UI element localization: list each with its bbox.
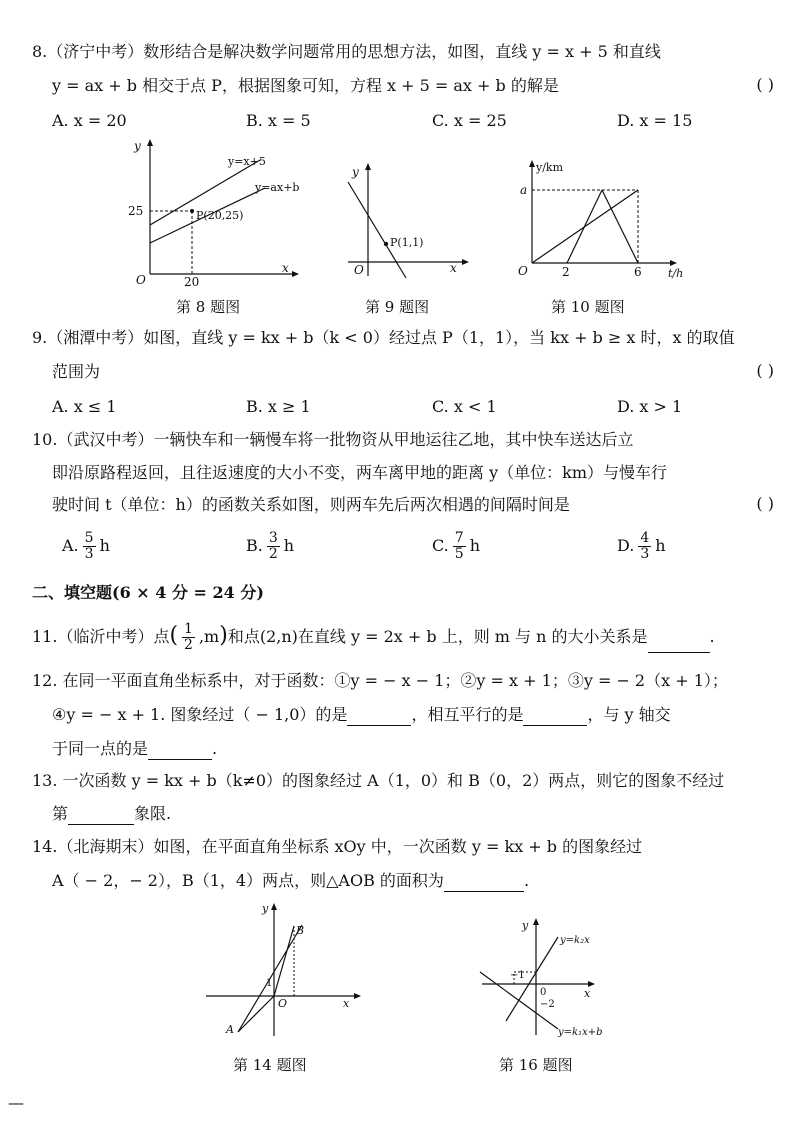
fig9-caption: 第 9 题图 xyxy=(365,298,430,316)
fig10-caption: 第 10 题图 xyxy=(551,298,625,316)
fig8-x-label: x xyxy=(282,261,289,275)
q10-option-c: C. $\frac{7}{5}$ h xyxy=(432,530,480,562)
q9-line1: 9.（湘潭中考）如图，直线 y = kx + b（k < 0）经过点 P（1，1），当 kx + b ≥ x 时，x 的取值 xyxy=(32,328,735,347)
fig14-point-a: A xyxy=(226,1023,234,1036)
q11-line: 11.（临沂中考）点( $\frac{1}{2}$ ,m)和点(2,n)在直线 y = 2x + b 上，则 m 与 n 的大小关系是 . xyxy=(32,621,715,653)
fig16-y-label: y xyxy=(522,919,529,932)
q10-option-b: B. $\frac{3}{2}$ h xyxy=(246,530,295,562)
q10-option-a: A. $\frac{5}{3}$ h xyxy=(62,530,110,562)
fig14-caption: 第 14 题图 xyxy=(233,1056,307,1074)
fig16-caption: 第 16 题图 xyxy=(499,1056,573,1074)
fig14-point-b: B xyxy=(296,924,305,937)
fig8-line1-label: y=x+5 xyxy=(228,155,266,168)
fig8-line2-label: y=ax+b xyxy=(255,181,300,194)
q8-option-d: D. x = 15 xyxy=(617,111,693,130)
figure-9 xyxy=(340,160,470,285)
section2-heading: 二、填空题(6 × 4 分 = 24 分) xyxy=(32,583,264,602)
fig10-x-label: t/h xyxy=(668,267,684,280)
fig16-origin: 0 xyxy=(540,987,547,998)
q9-answer-paren: ( ) xyxy=(756,361,774,380)
footer-dash: — xyxy=(8,1093,24,1112)
q12-line2: ④y = − x + 1. 图象经过（ − 1,0）的是 ，相互平行的是 ，与 y 轴交 xyxy=(52,705,671,724)
fig16-minus2: −2 xyxy=(540,999,555,1010)
fig16-line1-label: y=k₂x xyxy=(560,935,590,946)
q12-blank1[interactable] xyxy=(347,725,411,726)
q10-option-d: D. $\frac{4}{3}$ h xyxy=(617,530,666,562)
q12-line3: 于同一点的是 . xyxy=(52,739,218,758)
q14-line2: A（ − 2，− 2），B（1，4）两点，则△AOB 的面积为 . xyxy=(52,871,530,890)
fig16-line2-label: y=k₁x+b xyxy=(558,1027,603,1038)
fig14-one: 1 xyxy=(266,978,273,989)
q13-line1: 13. 一次函数 y = kx + b（k≠0）的图象经过 A（1，0）和 B（0，2）两点，则它的图象不经过 xyxy=(32,771,725,790)
fig8-x20: 20 xyxy=(184,275,200,289)
q9-option-c: C. x < 1 xyxy=(432,397,497,416)
q8-option-c: C. x = 25 xyxy=(432,111,507,130)
fig8-y25: 25 xyxy=(128,204,144,218)
q12-blank2[interactable] xyxy=(523,725,587,726)
q14-line1: 14.（北海期末）如图，在平面直角坐标系 xOy 中，一次函数 y = kx + b 的图象经过 xyxy=(32,837,643,856)
fig9-x-label: x xyxy=(450,261,457,275)
fig16-x-label: x xyxy=(584,987,591,1000)
fig10-a: a xyxy=(520,183,528,197)
figure-14 xyxy=(200,900,370,1045)
fig14-y-label: y xyxy=(262,902,269,915)
q13-line2: 第 象限. xyxy=(52,804,172,823)
fig8-caption: 第 8 题图 xyxy=(176,298,241,316)
q9-option-a: A. x ≤ 1 xyxy=(52,397,117,416)
fig9-point-label: P(1,1) xyxy=(390,236,424,249)
figure-10 xyxy=(510,155,690,285)
q10-line3: 驶时间 t（单位：h）的函数关系如图，则两车先后两次相遇的间隔时间是 xyxy=(52,495,570,514)
q8-line1: 8.（济宁中考）数形结合是解决数学问题常用的思想方法，如图，直线 y = x + 5 和直线 xyxy=(32,42,661,61)
q8-answer-paren: ( ) xyxy=(756,75,774,94)
q10-answer-paren: ( ) xyxy=(756,494,774,513)
fig10-origin: O xyxy=(518,264,528,278)
q8-option-a: A. x = 20 xyxy=(52,111,127,130)
q9-option-b: B. x ≥ 1 xyxy=(246,397,311,416)
fig8-y-label: y xyxy=(134,139,141,153)
fig10-y-label: y/km xyxy=(536,161,564,174)
fig14-origin: O xyxy=(278,997,288,1010)
fig9-y-label: y xyxy=(352,165,359,179)
q8-option-b: B. x = 5 xyxy=(246,111,311,130)
q9-option-d: D. x > 1 xyxy=(617,397,683,416)
fig9-origin: O xyxy=(354,263,364,277)
q8-line2: y = ax + b 相交于点 P，根据图象可知，方程 x + 5 = ax + b 的解是 xyxy=(52,76,559,95)
q11-blank[interactable] xyxy=(648,652,710,653)
q12-blank3[interactable] xyxy=(148,759,212,760)
q10-line1: 10.（武汉中考）一辆快车和一辆慢车将一批物资从甲地运往乙地，其中快车送达后立 xyxy=(32,430,634,449)
fig8-point-label: P(20,25) xyxy=(196,209,244,222)
fig8-origin: O xyxy=(136,273,146,287)
q10-line2: 即沿原路程返回，且往返速度的大小不变，两车离甲地的距离 y（单位：km）与慢车行 xyxy=(52,463,667,482)
fig10-t6: 6 xyxy=(634,265,642,279)
q14-blank[interactable] xyxy=(444,891,524,892)
fig14-x-label: x xyxy=(343,997,350,1010)
figure-16 xyxy=(470,915,630,1040)
q12-line1: 12. 在同一平面直角坐标系中，对于函数：①y = − x − 1；②y = x + 1；③y = − 2（x + 1）； xyxy=(32,671,728,690)
fig16-minus1: −1 xyxy=(510,970,525,981)
figure-8 xyxy=(110,138,300,288)
fig10-t2: 2 xyxy=(562,265,570,279)
q9-line2: 范围为 xyxy=(52,362,101,381)
q13-blank[interactable] xyxy=(68,824,134,825)
